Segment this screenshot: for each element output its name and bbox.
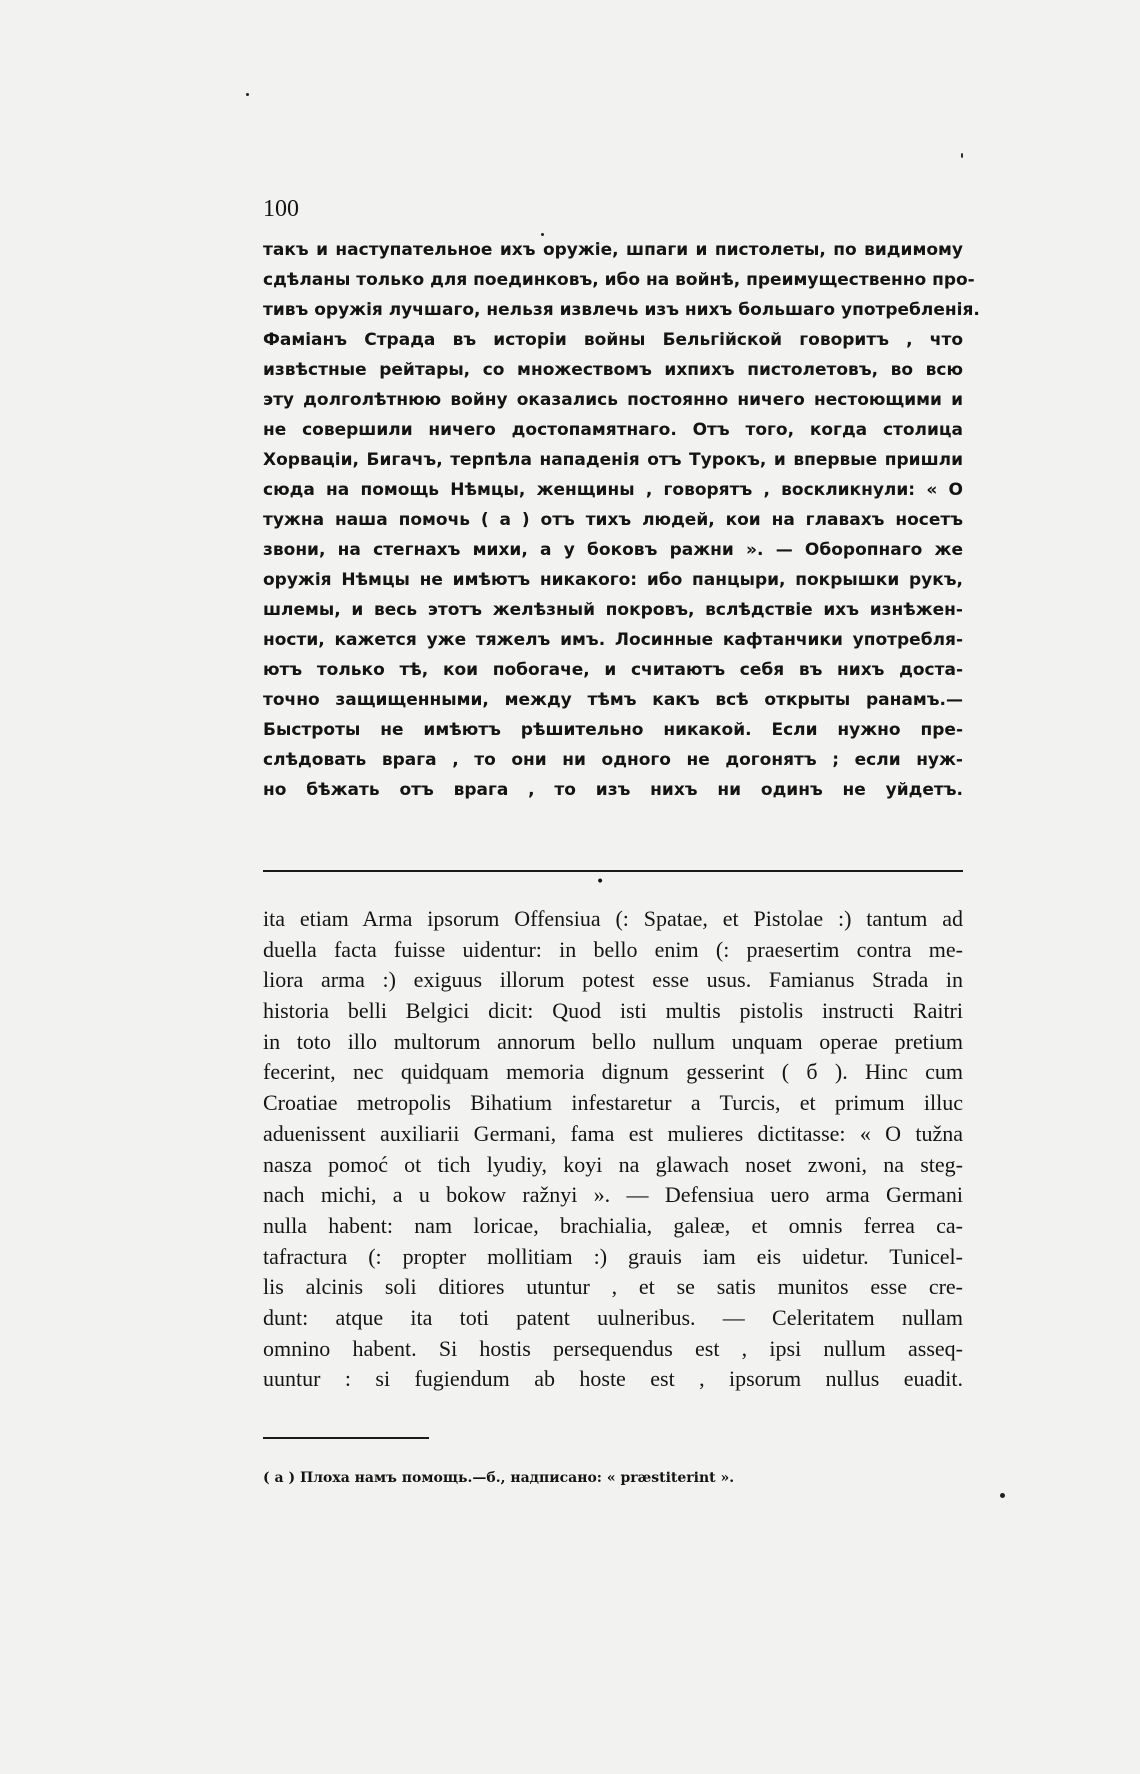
russian-line: Хорваціи, Бигачъ, терпѣла нападенія отъ Турокъ, и впервые пришли	[263, 450, 963, 470]
russian-line: но бѣжать отъ врага , то изъ нихъ ни одинъ не уйдетъ.	[263, 780, 963, 800]
russian-line: сюда на помощь Нѣмцы, женщины , говорятъ , воскликнули: « О	[263, 480, 963, 500]
russian-line: извѣстные рейтары, со множествомъ ихпихъ пистолетовъ, во всю	[263, 360, 963, 380]
latin-text-block	[263, 904, 963, 1395]
latin-line: historia belli Belgici dicit: Quod isti multis pistolis instructi Raitri	[263, 998, 963, 1024]
latin-line: lis alcinis soli ditiores utuntur , et se satis munitos esse cre-	[263, 1274, 963, 1300]
latin-line: Croatiae metropolis Bihatium infestaretur a Turcis, et primum illuc	[263, 1090, 963, 1116]
latin-line: liora arma :) exiguus illorum potest esse usus. Famianus Strada in	[263, 967, 963, 993]
latin-line: omnino habent. Si hostis persequendus est , ipsi nullum asseq-	[263, 1335, 963, 1361]
latin-line: nach michi, a u bokow ražnyi ». — Defensiua uero arma Germani	[263, 1182, 963, 1208]
latin-line: in toto illo multorum annorum bello nullum unquam operae pretium	[263, 1028, 963, 1054]
scan-speck	[961, 153, 963, 158]
russian-line: ютъ только тѣ, кои побогаче, и считаютъ себя въ нихъ доста-	[263, 660, 963, 680]
russian-line: такъ и наступательное ихъ оружіе, шпаги и пистолеты, по видимому	[263, 240, 963, 260]
russian-text-block	[263, 235, 980, 805]
scan-speck	[541, 233, 544, 236]
russian-line: Фаміанъ Страда въ исторіи войны Бельгійской говоритъ , что	[263, 330, 963, 350]
latin-line: nulla habent: nam loricae, brachialia, galeæ, et omnis ferrea ca-	[263, 1212, 963, 1238]
russian-line: оружія Нѣмцы не имѣютъ никакого: ибо панцыри, покрышки рукъ,	[263, 570, 963, 590]
latin-line: uuntur : si fugiendum ab hoste est , ipsorum nullus euadit.	[263, 1366, 963, 1392]
page-number: 100	[263, 196, 299, 222]
russian-line: эту долголѣтнюю войну оказались постоянно ничего нестоющими и	[263, 390, 963, 410]
russian-line: точно защищенными, между тѣмъ какъ всѣ открыты ранамъ.—	[263, 690, 963, 710]
section-divider	[263, 870, 963, 872]
russian-line: тивъ оружія лучшаго, нельзя извлечь изъ нихъ большаго употребленія.	[263, 300, 980, 320]
latin-line: duella facta fuisse uidentur: in bello enim (: praesertim contra me-	[263, 936, 963, 962]
russian-line: сдѣланы только для поединковъ, ибо на войнѣ, преимущественно про-	[263, 270, 975, 290]
latin-line: tafractura (: propter mollitiam :) grauis iam eis uidetur. Tunicel-	[263, 1243, 963, 1269]
latin-line: ita etiam Arma ipsorum Offensiua (: Spatae, et Pistolae :) tantum ad	[263, 906, 963, 931]
russian-line: Быстроты не имѣютъ рѣшительно никакой. Если нужно пре-	[263, 720, 963, 740]
russian-line: шлемы, и весь этотъ желѣзный покровъ, вслѣдствіе ихъ изнѣжен-	[263, 600, 963, 620]
latin-line: fecerint, nec quidquam memoria dignum gesserint ( б ). Hinc cum	[263, 1059, 963, 1085]
latin-line: dunt: atque ita toti patent uulneribus. — Celeritatem nullam	[263, 1304, 963, 1330]
russian-line: не совершили ничего достопамятнаго. Отъ того, когда столица	[263, 420, 963, 440]
latin-line: aduenissent auxiliarii Germani, fama est mulieres dictitasse: « O tužna	[263, 1120, 963, 1146]
latin-line: nasza pomoć ot tich lyudiy, koyi na glawach noset zwoni, na steg-	[263, 1151, 963, 1177]
russian-line: звони, на стегнахъ михи, а у боковъ ражни ». — Оборопнаго же	[263, 540, 963, 560]
russian-line: тужна наша помочь ( а ) отъ тихъ людей, кои на главахъ носетъ	[263, 510, 963, 530]
russian-line: ности, кажется уже тяжелъ имъ. Лосинные кафтанчики употребля-	[263, 630, 963, 650]
scan-speck	[1000, 1493, 1005, 1498]
footnote-rule	[263, 1437, 429, 1439]
russian-line: слѣдовать врага , то они ни одного не догонятъ ; если нуж-	[263, 750, 963, 770]
divider-dot: •	[596, 874, 605, 890]
footnote: ( а ) Плоха намъ помощь.—б., надписано: « præstiterint ».	[263, 1470, 735, 1486]
scan-speck	[246, 93, 249, 96]
